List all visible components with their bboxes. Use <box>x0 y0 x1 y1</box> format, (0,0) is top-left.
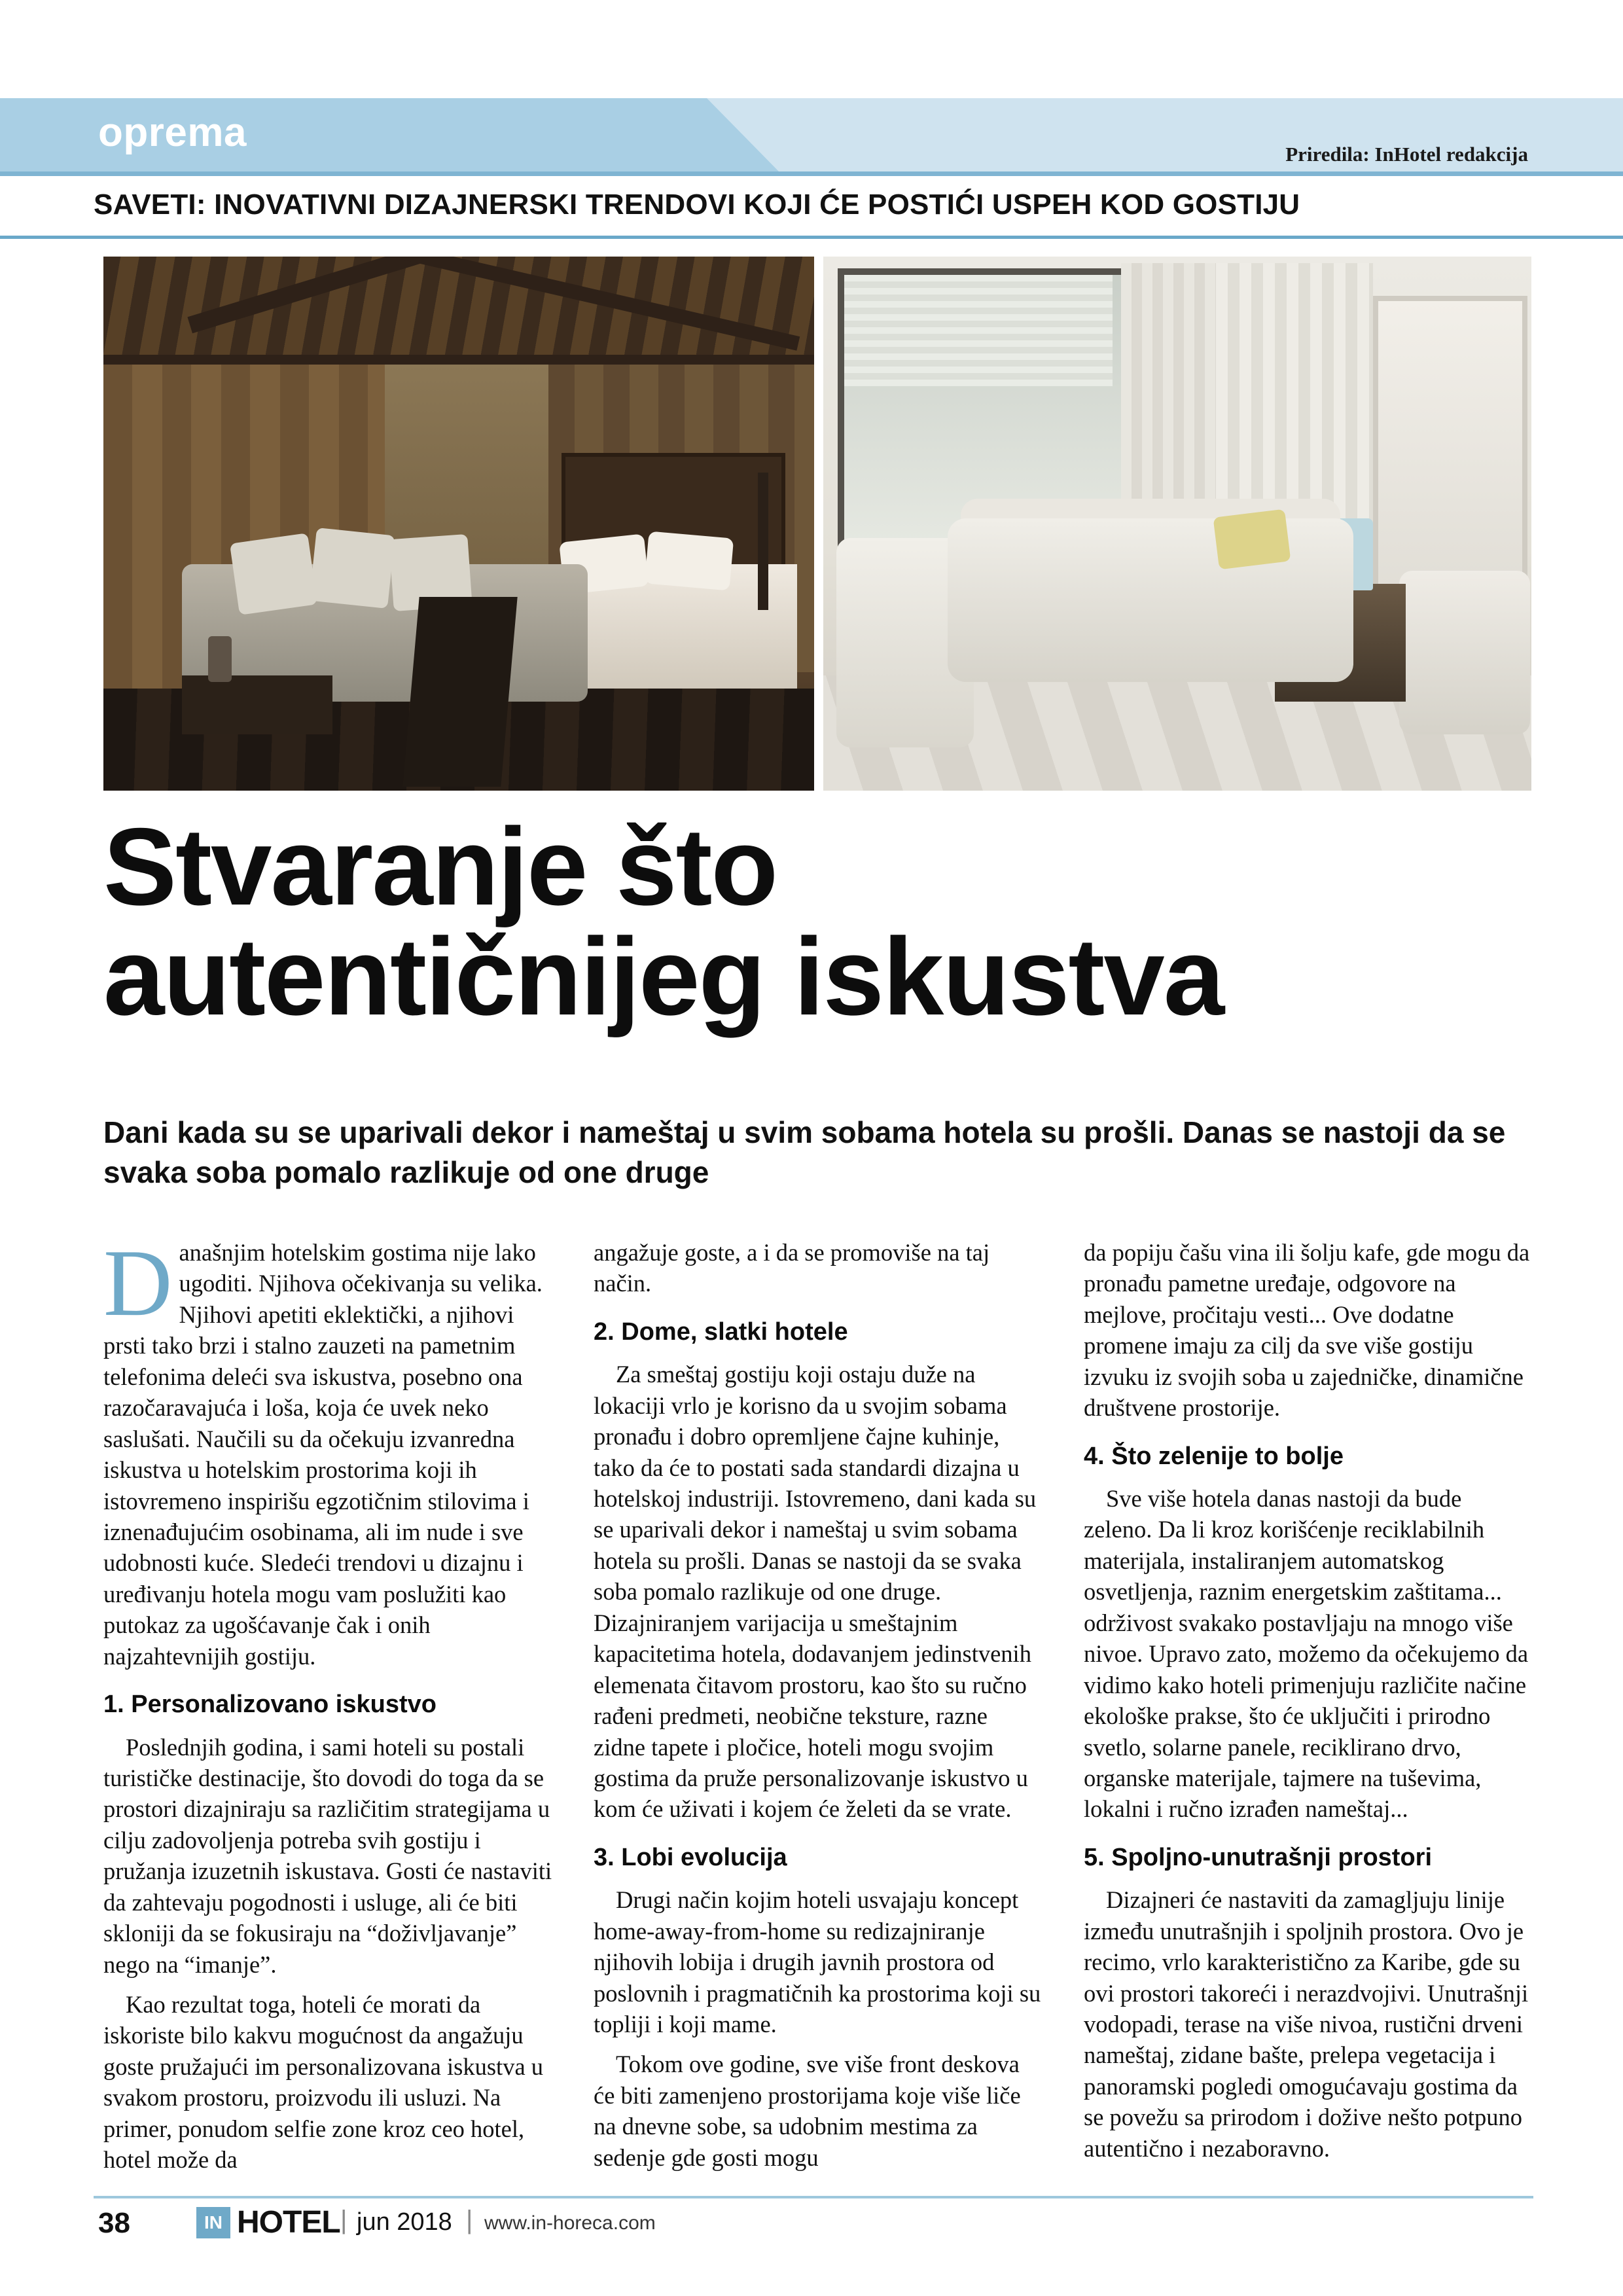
heading-dome-slatki-hotele: 2. Dome, slatki hotele <box>594 1318 848 1346</box>
paragraph-c2-p2: Drugi način kojim hoteli usvajaju koncept home-away-from-home su redizajniranje njihovih lobija i drugih javnih prostora od poslovnih i pragmatičnih ka prostorima koji su topliji i koji mame. <box>594 1886 1041 2037</box>
photo-modern-suite <box>823 257 1531 791</box>
paragraph-lead <box>103 1230 553 1672</box>
article-body-columns <box>103 1230 1533 2174</box>
paragraph-c2-p1: Za smeštaj gostiju koji ostaju duže na lokaciji vrlo je korisno da u svojim sobama pronađu i dobro opremljene čajne kuhinje, tako da će to postati sada standardi dizajna u hotelskoj industriji. Istovremeno, dani kada su se uparivali dekor i nameštaj u svim sobama hotela su prošli. Danas se nastoji da se svaka soba pomalo razlikuje od one druge. Dizajniranjem varijacija u smeštajnim kapacitetima hotela, dodavanjem jedinstvenih elemenata čitavom prostoru, kao što su ručno rađeni predmeti, neobične teksture, razne zidne tapete i pločice, hoteli mogu svojim gostima da pruže personalizovanje iskustvo u kom će uživati i kojem će želeti da se vrate. <box>594 1361 1037 1823</box>
hotel-logo-text: HOTEL <box>237 2205 340 2240</box>
paragraph-c1-p1: Poslednjih godina, i sami hoteli su postali turističke destinacije, što dovodi do toga da se prostori dizajniraju sa različitim strategijama u cilju zadovoljenja potreba svih gostiju i pružanja izuzetnih iskustava. Gosti će nastaviti da zahtevaju pogodnosti i usluge, ali će biti skloniji da se fokusiraju na “doživljavanje” nego na “imanje”. <box>103 1733 552 1978</box>
heading-personalizovano-iskustvo: 1. Personalizovano iskustvo <box>103 1691 437 1719</box>
lead-text: anašnjim hotelskim gostima nije lako ugoditi. Njihova očekivanja su velika. Njihovi apetiti eklektički, a njihovi prsti tako brzi i stalno zauzeti na pametnim telefonima deleći sva iskustva, posebno ona razočaravajuća i loša, koja će uvek neko saslušati. Naučili su da očekuju izvanredna iskustva u hotelskim prostorima koji ih istovremeno inspirišu egzotičnim stilovima i iznenađujućim osobinama, ali im nude i sve udobnosti kuće. Sledeći trendovi u dizajnu i uređivanju hotela mogu vam poslužiti kao putokaz za ugošćavanje čak i onih najzahtevnijih gostiju. <box>103 1239 543 1670</box>
article-subhead: SAVETI: INOVATIVNI DIZAJNERSKI TRENDOVI KOJI ĆE POSTIĆI USPEH KOD GOSTIJU <box>94 188 1300 221</box>
article-title-line2: autentičnijeg iskustva <box>103 915 1224 1038</box>
byline: Priredila: InHotel redakcija <box>1285 143 1528 166</box>
paragraph-c3-p0: da popiju čašu vina ili šolju kafe, gde mogu da pronađu pametne uređaje, odgovore na mejlove, pročitaju vesti... Ove dodatne promene imaju za cilj da sve više gostiju izvuku iz svojih soba u zajedničke, dinamične društvene prostorije. <box>1084 1239 1530 1422</box>
paragraph-c1-p2: Kao rezultat toga, hoteli će morati da iskoriste bilo kakvu mogućnost da angažuju goste pružajući im personalizovana iskustva u svakom prostoru, proizvodu ili usluzi. Na primer, ponudom selfie zone kroz ceo hotel, hotel može da <box>103 1991 544 2174</box>
footer-divider <box>94 2196 1533 2198</box>
article-title <box>103 805 1510 1038</box>
heading-spoljno-unutrasnji-prostori: 5. Spoljno-unutrašnji prostori <box>1084 1843 1432 1871</box>
section-kicker: oprema <box>98 110 247 155</box>
footer-separator-1: | <box>340 2206 348 2234</box>
heading-sto-zelenije-to-bolje: 4. Što zelenije to bolje <box>1084 1442 1344 1470</box>
footer-separator-2: | <box>466 2206 473 2234</box>
photo-rustic-bedroom <box>103 257 814 791</box>
article-deck: Dani kada su se uparivali dekor i nameštaj u svim sobama hotela su prošli. Danas se nastoji da se svaka soba pomalo razlikuje od one druge <box>103 1115 1506 1190</box>
paragraph-spacer <box>103 1980 553 1989</box>
article-title-line1: Stvaranje što <box>103 805 777 928</box>
subhead-divider <box>0 236 1623 239</box>
body-column-1 <box>103 1230 553 2174</box>
website-url: www.in-horeca.com <box>484 2212 656 2234</box>
paragraph-c2-p3: Tokom ove godine, sve više front deskova će biti zamenjeno prostorijama koje više liče na dnevne sobe, sa udobnim mestima za sedenje gde gosti mogu <box>594 2051 1021 2171</box>
paragraph-spacer <box>594 2039 1043 2049</box>
header-divider <box>0 171 1623 176</box>
paragraph-c3-p2: Dizajneri će nastaviti da zamagljuju linije između unutrašnjih i spoljnih prostora. Ovo je recimo, vrlo karakteristično za Karibe, gde su ovi prostori takoreći i nerazdvojivi. Unutrašnji vodopadi, terase na više nivoa, rustični drveni nameštaj, zidane bašte, prelepa vegetacija i panoramski pogledi omogućavaju gostima da se povežu sa prirodom i dožive nešto potpuno autentično i nezaboravno. <box>1084 1886 1529 2162</box>
body-column-2 <box>594 1237 1043 2173</box>
issue-date: jun 2018 <box>357 2208 452 2236</box>
in-logo-mark: IN <box>196 2207 230 2238</box>
paragraph-c3-p1: Sve više hotela danas nastoji da bude zeleno. Da li kroz korišćenje reciklabilnih materijala, instaliranjem automatskog osvetljenja, raznim energetskim zaštitama... održivost svakako postavljaju na mnogo više nivoe. Upravo zato, možemo da očekujemo da vidimo kako hoteli primenjuju različite načine ekološke prakse, što će uključiti i prirodno svetlo, solarne panele, reciklirano drvo, organske materijale, tajmere na tuševima, lokalni i ručno izrađen nameštaj... <box>1084 1485 1529 1823</box>
paragraph-c2-p0: angažuje goste, a i da se promoviše na taj način. <box>594 1239 990 1297</box>
page-number: 38 <box>98 2207 130 2239</box>
body-column-3 <box>1084 1237 1533 2173</box>
heading-lobi-evolucija: 3. Lobi evolucija <box>594 1843 787 1871</box>
drop-cap: D <box>103 1230 173 1336</box>
